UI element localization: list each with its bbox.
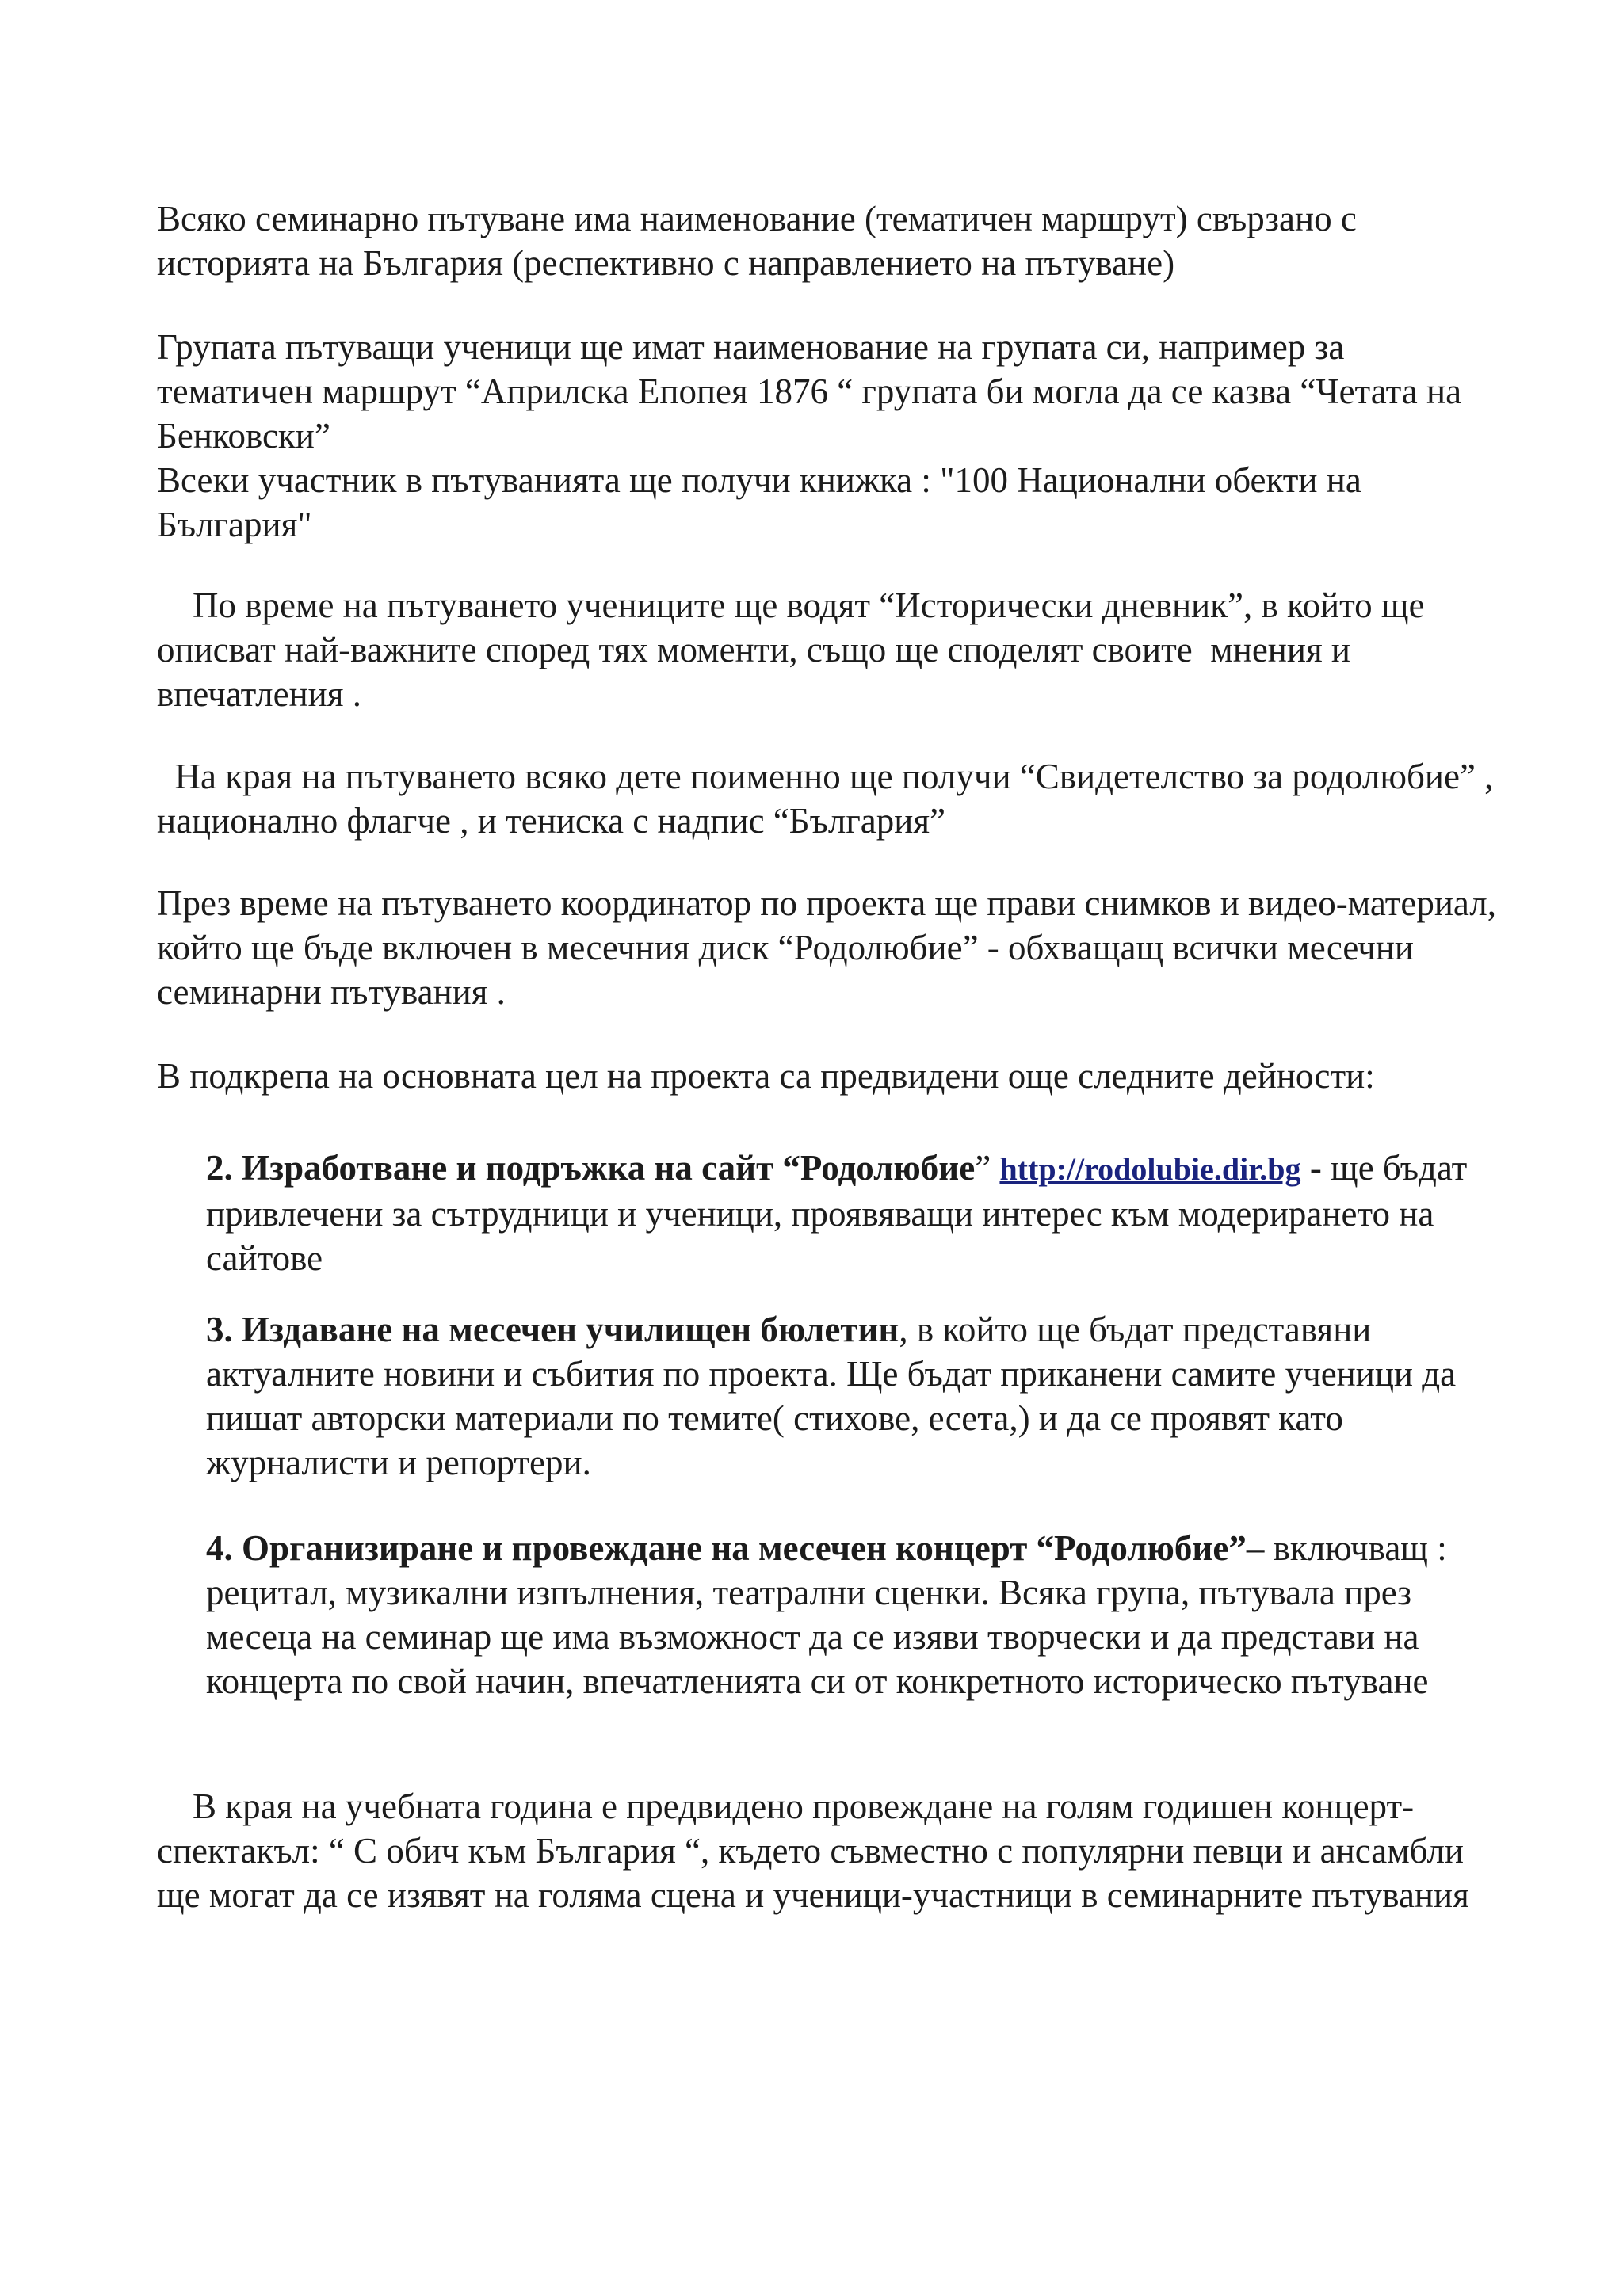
list-item-website-quote: ” — [975, 1148, 1000, 1188]
paragraph-diary — [157, 583, 1496, 716]
paragraph-intro — [157, 196, 1496, 285]
paragraph-diary-text: По време на пътуването учениците ще водят “Исторически дневник”, в който ще описват най-важните според тях моменти, също ще споделят своите мнения и впечатления . — [157, 585, 1434, 714]
paragraph-activities-intro-text: В подкрепа на основната цел на проекта са предвидени още следните дейности: — [157, 1056, 1375, 1096]
list-item-bulletin-title: 3. Издаване на месечен училищен бюлетин — [206, 1310, 899, 1349]
paragraph-certificate-text: На края на пътуването всяко дете поименно ще получи “Свидетелство за родолюбие” , национално флагче , и тениска с надпис “България” — [157, 757, 1503, 841]
list-item-bulletin — [206, 1307, 1506, 1485]
list-item-bulletin-text: , в който ще бъдат представяни актуалните новини и събития по проекта. Ще бъдат приканени самите ученици да пишат авторски материали по темите( стихове, есета,) и да се проявят като журналисти и репортери. — [206, 1310, 1457, 1482]
list-item-concert-text: – включващ : рецитал, музикални изпълнения, театрални сценки. Всяка група, пътувала през месеца на семинар ще има възможност да се изяви творчески и да представи на концерта по свой начин, впечатленията си от конкретното историческо пътуване — [206, 1528, 1447, 1701]
paragraph-media — [157, 881, 1496, 1014]
list-item-concert-title: 4. Организиране и провеждане на месечен концерт “Родолюбие” — [206, 1528, 1247, 1568]
paragraph-certificate — [157, 754, 1503, 843]
paragraph-group-name-text: Групата пътуващи ученици ще имат наименование на групата си, например за тематичен маршрут “Априлска Епопея 1876 “ групата би могла да се казва “Четата на Бенковски” — [157, 327, 1462, 456]
list-item-website — [206, 1146, 1506, 1280]
website-link[interactable]: http://rodolubie.dir.bg — [999, 1151, 1301, 1187]
paragraph-intro-text: Всяко семинарно пътуване има наименование (тематичен маршрут) свързано с историята на България (респективно с направлението на пътуване) — [157, 199, 1357, 283]
paragraph-activities-intro — [157, 1054, 1496, 1098]
paragraph-annual-concert-text: В края на учебната година е предвидено провеждане на голям годишен концерт-спектакъл: “ С обич към България “, където съвместно с популярни певци и ансамбли ще могат да се изявят на голяма сцена и ученици-участници в семинарните пътувания — [157, 1787, 1473, 1915]
paragraph-annual-concert — [157, 1784, 1496, 1917]
list-item-concert — [206, 1526, 1506, 1703]
paragraph-booklet-text: Всеки участник в пътуванията ще получи книжка : "100 Национални обекти на България" — [157, 460, 1361, 544]
paragraph-booklet — [157, 458, 1496, 547]
paragraph-media-text: През време на пътуването координатор по проекта ще прави снимков и видео-материал, който ще бъде включен в месечния диск “Родолюбие” - обхващащ всички месечни семинарни пътувания . — [157, 883, 1497, 1012]
list-item-website-title: 2. Изработване и подръжка на сайт “Родолюбие — [206, 1148, 976, 1188]
paragraph-group-name — [157, 325, 1496, 458]
list-item-website-text: - ще бъдат привлечени за сътрудници и ученици, проявяващи интерес към модерирането на сайтове — [206, 1148, 1468, 1278]
